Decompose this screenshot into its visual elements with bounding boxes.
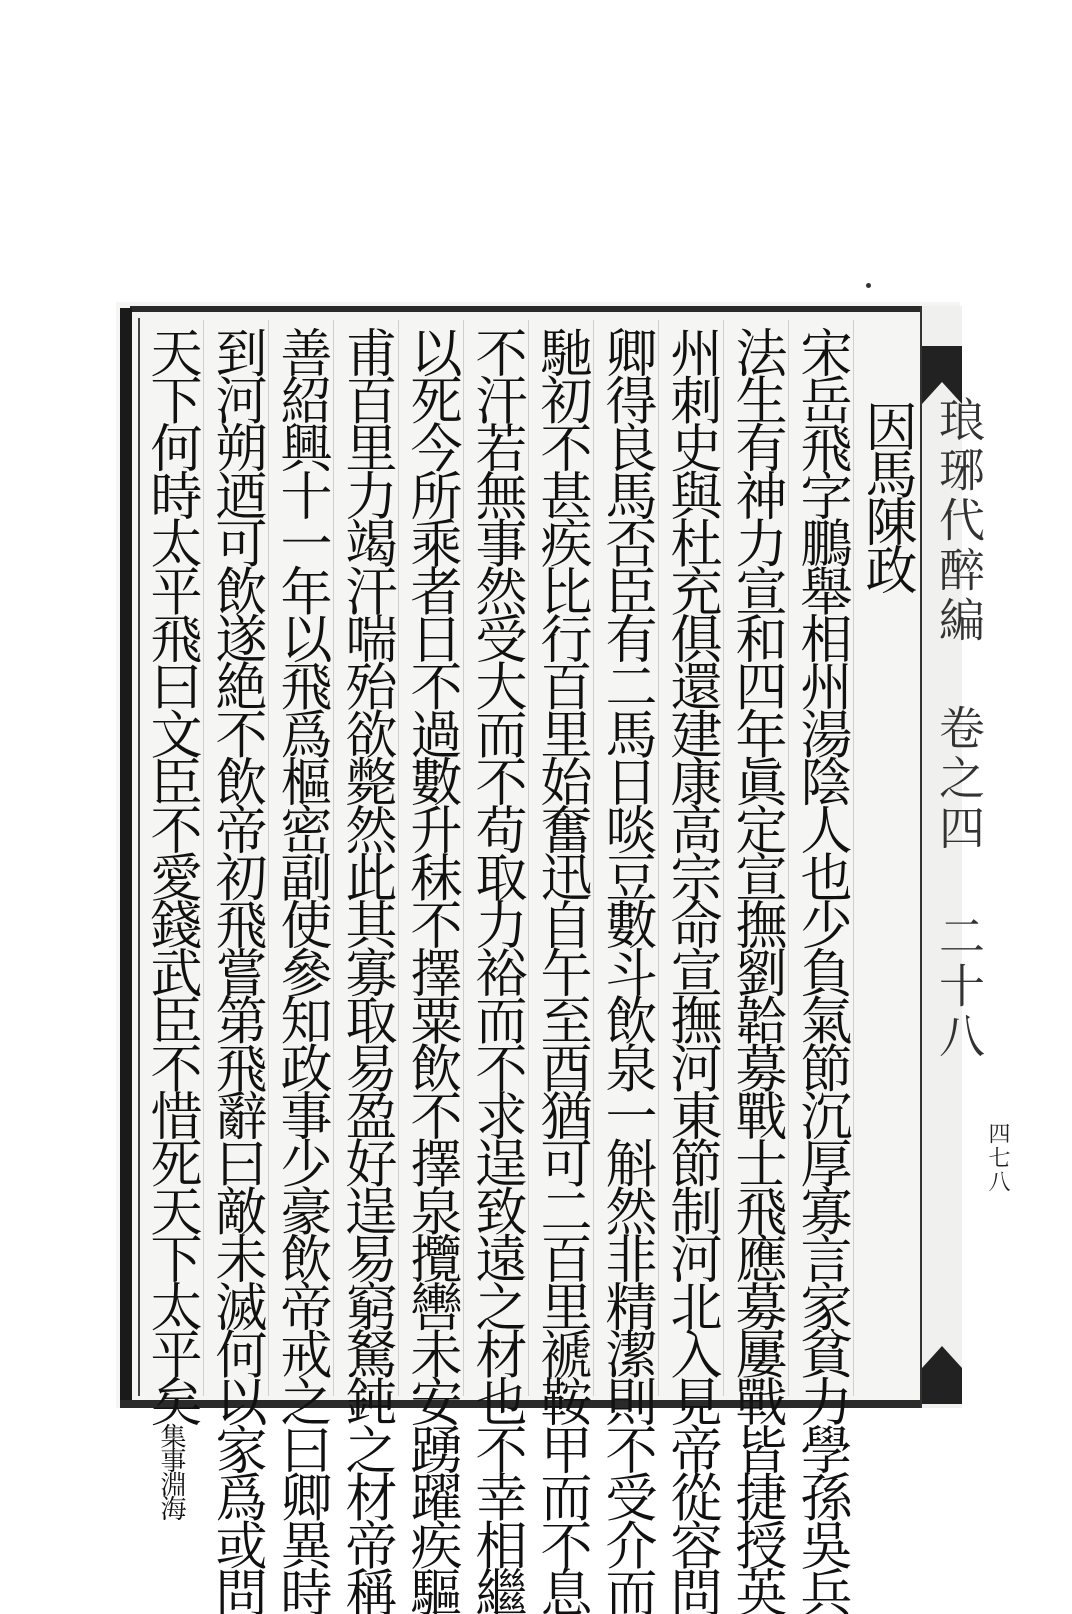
text-column bbox=[333, 320, 398, 1614]
column-main: 天下何時太平飛曰文臣不愛錢武臣不惜死天下太平矣 bbox=[141, 326, 201, 1424]
column-text: 卿得良馬否臣有二馬日啖豆數斗飲泉一斛然非精潔則不受介而 bbox=[596, 326, 656, 1614]
column-text: 不汗若無事然受大而不苟取力裕而不求逞致遠之材也不幸相繼 bbox=[466, 326, 526, 1614]
column-text: 甫百里力竭汗喘殆欲斃然此其寡取易盈好逞易窮駑鈍之材帝稱 bbox=[336, 326, 396, 1614]
column-text: 以死今所乘者日不過數升秣不擇粟飲不擇泉攬轡未安踴躍疾驅 bbox=[401, 326, 461, 1614]
column-text: 州刺史與杜充俱還建康高宗命宣撫河東節制河北入見帝從容問 bbox=[661, 326, 721, 1614]
text-column bbox=[593, 320, 658, 1614]
text-column bbox=[398, 320, 463, 1614]
column-text: 到河朔迺可飲遂絶不飲帝初飛嘗第飛辭曰敵未滅何以家爲或問 bbox=[206, 326, 266, 1614]
column-text: 法生有神力宣和四年眞定宣撫劉韐募戰士飛應募屢戰皆捷授英 bbox=[726, 326, 786, 1614]
fold-margin bbox=[920, 306, 986, 1408]
fold-margin-label: 琅琊代醉編 卷之四 二十八 bbox=[932, 396, 986, 1062]
text-column bbox=[463, 320, 528, 1614]
source-note: 集事淵海 bbox=[156, 1423, 186, 1520]
ink-dot bbox=[866, 283, 871, 288]
page-number: 四七八 bbox=[985, 1122, 1010, 1194]
column-text: 善紹興十一年以飛爲樞密副使參知政事少豪飲帝戒之曰卿異時 bbox=[271, 326, 331, 1614]
text-column bbox=[788, 320, 853, 1614]
text-column bbox=[528, 320, 593, 1614]
text-column bbox=[268, 320, 333, 1614]
left-border bbox=[120, 308, 132, 1408]
section-title: 因馬陳政 bbox=[856, 400, 916, 591]
column-title bbox=[853, 320, 918, 1396]
text-column bbox=[139, 320, 203, 1520]
text-column bbox=[723, 320, 788, 1614]
top-border bbox=[130, 306, 920, 312]
text-block bbox=[141, 320, 918, 1614]
fish-tail-bottom-icon bbox=[922, 1346, 962, 1404]
column-text: 馳初不甚疾比行百里始奮迅自午至酉猶可二百里褫鞍甲而不息 bbox=[531, 326, 591, 1614]
text-column bbox=[658, 320, 723, 1614]
column-text-last bbox=[139, 326, 203, 1519]
text-column bbox=[203, 320, 268, 1614]
column-text: 宋岳飛字鵬舉相州湯陰人也少負氣節沉厚寡言家貧力學孫吳兵 bbox=[791, 326, 851, 1614]
